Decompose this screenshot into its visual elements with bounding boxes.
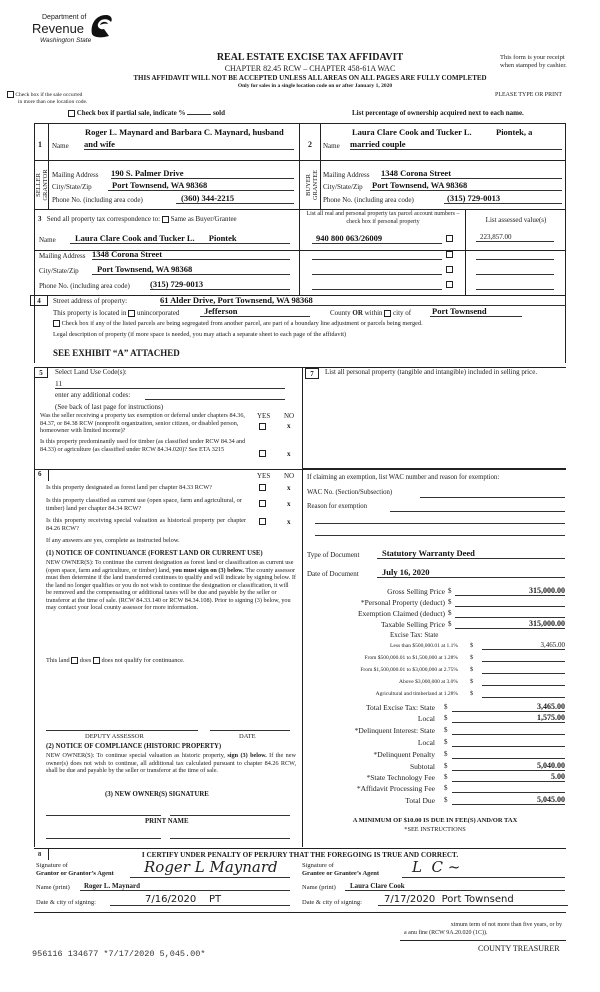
parcel-number-field-1[interactable]: 940 800 063/26009 bbox=[312, 233, 442, 244]
total-due-field[interactable]: 5,045.00 bbox=[452, 795, 565, 805]
grantor-sig-label-2: Grantor or Grantor’s Agent bbox=[36, 870, 114, 877]
seller-mailing-field[interactable]: 190 S. Palmer Drive bbox=[111, 168, 294, 179]
seller-side-label bbox=[35, 165, 49, 205]
designation-q3-yes-checkbox[interactable] bbox=[259, 518, 266, 525]
total-excise-state-label: Total Excise Tax: State bbox=[365, 703, 435, 712]
grantee-sig-label bbox=[302, 862, 379, 878]
property-section-number: 4 bbox=[30, 295, 48, 306]
buyer-name-line1b: Piontek, a bbox=[496, 127, 533, 137]
delinquent-interest-local-label: Local bbox=[417, 738, 435, 747]
assessor-date-label: DATE bbox=[239, 733, 256, 740]
land-use-code-field[interactable]: 11 bbox=[55, 379, 285, 389]
partial-sale-percent-field[interactable] bbox=[187, 114, 211, 115]
grantor-date-field[interactable]: 7/16/2020 PT bbox=[110, 894, 290, 906]
section6-top bbox=[34, 469, 566, 470]
grantor-name-field[interactable]: Roger L. Maynard bbox=[80, 882, 290, 891]
affidavit-processing-fee-field[interactable] bbox=[452, 784, 565, 793]
state-technology-fee-field[interactable]: 5.00 bbox=[452, 772, 565, 782]
subtotal-label: Subtotal bbox=[409, 762, 435, 771]
form-note: Only for sales in a single location code on or after January 1, 2020 bbox=[237, 83, 393, 89]
land-use-q1-no-mark[interactable]: x bbox=[287, 422, 291, 430]
exemption-top bbox=[302, 468, 566, 469]
exemption-deduct-field[interactable] bbox=[455, 609, 565, 618]
dor-logo bbox=[30, 12, 130, 52]
parcel-header: List all real and personal property tax parcel account numbers – check box if personal property bbox=[306, 211, 460, 225]
personal-property-checkbox-1[interactable] bbox=[446, 235, 453, 242]
lower-left-border bbox=[34, 367, 35, 847]
buyer-name-field[interactable]: married couple bbox=[350, 139, 562, 150]
exemption-deduct-label: Exemption Claimed (deduct) bbox=[357, 609, 445, 618]
segregated-row bbox=[53, 320, 573, 327]
currency-1: $ bbox=[448, 587, 452, 595]
gross-selling-price-label: Gross Selling Price bbox=[387, 587, 445, 596]
excise-tax-state-label: Excise Tax: State bbox=[390, 631, 439, 639]
correspondence-mailing-label: Mailing Address bbox=[39, 252, 86, 260]
receipt-note-line1: This form is your receipt bbox=[500, 54, 565, 61]
notice-compliance-bold: sign (3) below. bbox=[227, 752, 267, 759]
ownership-note: List percentage of ownership acquired next to each name. bbox=[352, 109, 524, 117]
land-use-question-1: Was the seller receiving a property tax exemption or deferral under chapters 84.36, 84.37, or 84.38 RCW (nonprofit organization, senior citizen, or disabled person, homeowner with limited income)? bbox=[40, 412, 245, 434]
buyer-num-divider bbox=[320, 123, 321, 209]
assessed-value-field-1[interactable]: 223,857.00 bbox=[476, 233, 554, 242]
assessed-value-field-3[interactable] bbox=[476, 265, 554, 275]
personal-property-section-number: 7 bbox=[305, 368, 319, 379]
tier-2-currency: $ bbox=[470, 654, 474, 661]
logo-swirl-icon bbox=[88, 12, 114, 38]
correspondence-city-label: City/State/Zip bbox=[39, 267, 79, 275]
tier-2-label: From $500,000.01 to $1,500,000 at 1.28% bbox=[364, 655, 458, 661]
tier-1-currency: $ bbox=[470, 642, 474, 649]
legal-description-value: SEE EXHIBIT “A” ATTACHED bbox=[53, 348, 180, 358]
delinquent-penalty-field[interactable] bbox=[452, 750, 565, 759]
tier-1-label: Less than $500,000.01 at 1.1% bbox=[390, 643, 458, 649]
wac-field[interactable] bbox=[420, 490, 565, 498]
section8-bottom bbox=[34, 912, 566, 913]
land-use-yes-header: YES bbox=[257, 412, 271, 420]
assessor-date-line[interactable] bbox=[210, 730, 290, 731]
notice-compliance-body bbox=[46, 752, 296, 775]
print-name-label: PRINT NAME bbox=[145, 818, 189, 825]
multi-location-checkbox-row bbox=[7, 91, 87, 106]
certification-section-number: 8 bbox=[38, 851, 42, 858]
designation-no-header: NO bbox=[284, 472, 295, 480]
property-street-label: Street address of property: bbox=[53, 297, 128, 305]
logo-state-text: Washington State bbox=[40, 37, 92, 44]
seller-name-line1: Roger L. Maynard and Barbara C. Maynard, husband bbox=[85, 127, 284, 137]
designation-question-1: Is this property designated as forest land per chapter 84.33 RCW? bbox=[46, 484, 212, 491]
currency-4: $ bbox=[448, 620, 452, 628]
designation-q3-no-mark[interactable]: x bbox=[287, 518, 291, 526]
total-due-currency: $ bbox=[444, 796, 448, 804]
total-excise-local-field[interactable]: 1,575.00 bbox=[452, 713, 565, 723]
sec3-center-divider bbox=[299, 209, 300, 295]
grantee-name-label: Name (print) bbox=[302, 884, 336, 891]
does-qualify-checkbox[interactable] bbox=[71, 657, 78, 664]
deputy-assessor-line[interactable] bbox=[46, 730, 198, 731]
new-owner-signature-line-1[interactable] bbox=[46, 815, 161, 816]
grantee-date-label: Date & city of signing: bbox=[302, 899, 362, 906]
tier-3-label: From $1,500,000.01 to $3,000,000 at 2.75% bbox=[360, 667, 458, 673]
personal-property-checkbox-2[interactable] bbox=[446, 251, 453, 258]
tier-3-currency: $ bbox=[470, 666, 474, 673]
state-technology-fee-currency: $ bbox=[444, 773, 448, 781]
tier-3-field[interactable] bbox=[482, 666, 565, 674]
new-owner-signature-line-2[interactable] bbox=[170, 815, 290, 816]
sec3-parcel-divider bbox=[465, 209, 466, 295]
notice-continuance-body-a: NEW OWNER(S): To continue the current designation as forest land or classification as current use (open space, farm and agriculture, or timber) land, bbox=[46, 559, 294, 574]
additional-codes-label: enter any additional codes: bbox=[55, 391, 131, 399]
delinquent-interest-local-field[interactable] bbox=[452, 738, 565, 747]
buyer-name-label: Name bbox=[323, 142, 340, 150]
form-warning: THIS AFFIDAVIT WILL NOT BE ACCEPTED UNLESS ALL AREAS ON ALL PAGES ARE FULLY COMPLETED bbox=[133, 74, 487, 82]
exemption-reason-line-2[interactable] bbox=[315, 516, 565, 524]
subtotal-currency: $ bbox=[444, 762, 448, 770]
designation-q2-yes-checkbox[interactable] bbox=[259, 500, 266, 507]
seller-city-field[interactable]: Port Townsend, WA 98368 bbox=[108, 180, 294, 191]
tier-5-label: Agricultural and timberland at 1.28% bbox=[375, 691, 458, 697]
tier-2-field[interactable] bbox=[482, 654, 565, 662]
correspondence-name-field[interactable] bbox=[70, 233, 290, 244]
subtotal-field[interactable]: 5,040.00 bbox=[452, 761, 565, 771]
tier-1-field[interactable]: 3,465.00 bbox=[482, 641, 565, 650]
partial-sale-label: Check box if partial sale, indicate % bbox=[76, 109, 186, 117]
new-owner-signature-title: (3) NEW OWNER(S) SIGNATURE bbox=[105, 791, 209, 798]
logo-dept-text: Department of bbox=[42, 14, 87, 21]
partial-sale-sold-label: sold bbox=[212, 109, 226, 117]
buyer-side-label-1: BUYER bbox=[305, 173, 312, 197]
land-use-q2-no-mark[interactable]: x bbox=[287, 450, 291, 458]
county-treasurer-label: COUNTY TREASURER bbox=[478, 944, 560, 953]
buyer-name-line1: Laura Clare Cook and Tucker L. bbox=[352, 127, 472, 137]
property-street-field[interactable]: 61 Alder Drive, Port Townsend, WA 98368 bbox=[160, 295, 566, 306]
exemption-label: If claiming an exemption, list WAC number and reason for exemption: bbox=[307, 474, 500, 481]
designation-q1-no-mark[interactable]: x bbox=[287, 484, 291, 492]
land-use-instructions: (See back of last page for instructions) bbox=[55, 403, 164, 411]
penalty-note bbox=[390, 921, 562, 937]
penalty-underline bbox=[400, 940, 566, 941]
buyer-side-label-2: GRANTEE bbox=[312, 169, 319, 201]
document-date-field[interactable]: July 16, 2020 bbox=[377, 567, 565, 578]
see-instructions-note: *SEE INSTRUCTIONS bbox=[404, 826, 466, 833]
receipt-note-line2: when stamped by cashier. bbox=[500, 62, 567, 69]
county-or-within-row bbox=[330, 309, 411, 317]
parcel-number-field-3[interactable] bbox=[312, 265, 442, 275]
designation-section-number: 6 bbox=[38, 470, 42, 478]
tier-4-field[interactable] bbox=[482, 678, 565, 686]
located-in-label: This property is located in bbox=[53, 309, 127, 317]
within-label: within bbox=[364, 309, 383, 317]
cashier-receipt-stamp: 956116 134677 *7/17/2020 5,045.00* bbox=[32, 949, 206, 959]
assessed-value-header: List assessed value(s) bbox=[485, 216, 547, 224]
unincorporated-label: unincorporated bbox=[136, 309, 180, 317]
land-use-section-number: 5 bbox=[34, 367, 48, 378]
grantor-date-label: Date & city of signing: bbox=[36, 899, 96, 906]
taxable-selling-price-label: Taxable Selling Price bbox=[380, 620, 445, 629]
tier-5-field[interactable] bbox=[482, 690, 565, 698]
grantor-sig-label-1: Signature of bbox=[36, 862, 68, 869]
delinquent-penalty-label: *Delinquent Penalty bbox=[373, 750, 435, 759]
buyer-phone-field[interactable]: (315) 729-0013 bbox=[444, 193, 562, 204]
tier-4-currency: $ bbox=[470, 678, 474, 685]
grantee-date-field[interactable]: 7/17/2020 Port Townsend bbox=[378, 894, 568, 906]
land-use-q1-yes-checkbox[interactable] bbox=[259, 423, 266, 430]
or-label: OR bbox=[352, 309, 363, 317]
buyer-section-number: 2 bbox=[308, 140, 312, 149]
deputy-assessor-label: DEPUTY ASSESSOR bbox=[85, 733, 144, 740]
unincorporated-checkbox[interactable] bbox=[128, 310, 135, 317]
personal-property-checkbox-3[interactable] bbox=[446, 266, 453, 273]
seller-city-label: City/State/Zip bbox=[52, 183, 92, 191]
correspondence-phone-field[interactable]: (315) 729-0013 bbox=[150, 279, 290, 290]
grantor-signature-field[interactable]: Roger L Maynard bbox=[130, 858, 290, 878]
penalty-note-line2: a anu fine (RCW 9A.20.020 (1C)). bbox=[404, 930, 488, 936]
minimum-due-note: A MINIMUM OF $10.00 IS DUE IN FEE(S) AND/OR TAX bbox=[352, 817, 518, 824]
print-name-line-2[interactable] bbox=[170, 838, 290, 839]
wac-label: WAC No. (Section/Subsection) bbox=[307, 489, 393, 496]
buyer-phone-label: Phone No. (including area code) bbox=[323, 196, 414, 204]
total-excise-state-field[interactable]: 3,465.00 bbox=[452, 702, 565, 712]
multi-location-label-2: in more than one location code. bbox=[18, 98, 88, 105]
total-excise-local-currency: $ bbox=[444, 714, 448, 722]
designation-q2-no-mark[interactable]: x bbox=[287, 500, 291, 508]
designation-q1-yes-checkbox[interactable] bbox=[259, 484, 266, 491]
buyer-side-label bbox=[305, 165, 319, 205]
notice-compliance-title: (2) NOTICE OF COMPLIANCE (HISTORIC PROPERTY) bbox=[46, 743, 222, 750]
seller-name-label: Name bbox=[52, 142, 69, 150]
currency-2: $ bbox=[448, 598, 452, 606]
buyer-mailing-field[interactable]: 1348 Corona Street bbox=[381, 168, 562, 179]
tier-5-currency: $ bbox=[470, 690, 474, 697]
land-use-q2-yes-checkbox[interactable] bbox=[259, 450, 266, 457]
seller-side-label-1: SELLER bbox=[35, 173, 42, 197]
partial-sale-checkbox[interactable] bbox=[68, 110, 75, 117]
designation-if-yes: If any answers are yes, complete as instructed below. bbox=[46, 537, 180, 544]
document-type-field[interactable]: Statutory Warranty Deed bbox=[377, 548, 565, 559]
section6-num-divider bbox=[48, 469, 49, 481]
seller-section-number: 1 bbox=[38, 140, 42, 149]
gross-selling-price-field[interactable]: 315,000.00 bbox=[455, 586, 565, 596]
buyer-city-field[interactable]: Port Townsend, WA 98368 bbox=[370, 180, 562, 191]
grantor-sig-label bbox=[36, 862, 114, 878]
additional-codes-field[interactable] bbox=[145, 391, 285, 400]
personal-property-checkbox-4[interactable] bbox=[446, 281, 453, 288]
correspondence-row bbox=[38, 215, 237, 223]
city-checkbox[interactable] bbox=[384, 310, 391, 317]
same-as-buyer-checkbox[interactable] bbox=[162, 216, 169, 223]
state-technology-fee-label: *State Technology Fee bbox=[366, 773, 435, 782]
correspondence-name-value-b: Piontek bbox=[208, 233, 237, 243]
currency-3: $ bbox=[448, 609, 452, 617]
personal-property-deduct-field[interactable] bbox=[455, 598, 565, 607]
correspondence-name-label: Name bbox=[39, 236, 56, 244]
correspondence-mailing-field[interactable]: 1348 Corona Street bbox=[92, 249, 290, 260]
type-or-print: PLEASE TYPE OR PRINT bbox=[495, 92, 563, 98]
correspondence-section-number: 3 bbox=[38, 215, 42, 223]
grantor-name-label: Name (print) bbox=[36, 884, 70, 891]
correspondence-city-field[interactable]: Port Townsend, WA 98368 bbox=[92, 264, 290, 275]
notice-continuance-body-b: The county assessor must then determine if the land transferred continues to qualify and will indicate by signing below. If the land no longer qualifies or you do not wish to continue the designation or classification, it will be removed and the compensating or additional taxes will be due and payable by the seller or transferor at the time of sale. (RCW 84.33.140 or RCW 84.34.108). Prior to signing (3) below, you may contact your local county assessor for more information. bbox=[46, 566, 296, 611]
grantee-name-field[interactable]: Laura Clare Cook bbox=[345, 882, 565, 891]
multi-location-label: Check box if the sale occurred bbox=[15, 91, 83, 98]
delinquent-penalty-currency: $ bbox=[444, 750, 448, 758]
notice-compliance-body-b: If the new owner(s) does not wish to continue, all additional tax calculated pursuant to chapter 84.26 RCW, shall be due and payable by the seller or transferor at the time of sale. bbox=[46, 752, 296, 774]
parcel-number-field-2[interactable] bbox=[312, 250, 442, 260]
notice-compliance-body-a: NEW OWNER(S): To continue special valuation as historic property, bbox=[46, 752, 225, 759]
designation-yes-header: YES bbox=[257, 472, 271, 480]
total-excise-state-currency: $ bbox=[444, 703, 448, 711]
county-field[interactable]: Jefferson bbox=[200, 306, 310, 317]
notice-continuance-title: (1) NOTICE OF CONTINUANCE (FOREST LAND OR CURRENT USE) bbox=[46, 550, 263, 557]
total-due-label: Total Due bbox=[405, 796, 435, 805]
city-field[interactable]: Port Townsend bbox=[430, 306, 522, 317]
affidavit-processing-fee-currency: $ bbox=[444, 784, 448, 792]
land-use-label: Select Land Use Code(s): bbox=[55, 368, 127, 376]
receipt-note bbox=[500, 54, 567, 70]
exemption-reason-label: Reason for exemption bbox=[307, 503, 368, 510]
this-land-label: This land bbox=[46, 657, 70, 664]
delinquent-interest-local-currency: $ bbox=[444, 738, 448, 746]
grantee-sig-label-2: Grantee or Grantee’s Agent bbox=[302, 870, 380, 877]
penalty-note-line1: ximum term of not more than five years, or by bbox=[450, 922, 562, 928]
same-as-buyer-label: Same as Buyer/Grantee bbox=[170, 215, 237, 223]
qualify-row bbox=[46, 657, 185, 664]
correspondence-name-value: Laura Clare Cook and Tucker L. bbox=[75, 233, 195, 243]
document-type-label: Type of Document bbox=[307, 551, 360, 559]
seller-side-label-2: GRANTOR bbox=[42, 169, 49, 201]
county-label: County bbox=[330, 309, 351, 317]
assessed-value-field-4[interactable] bbox=[476, 280, 554, 290]
affidavit-processing-fee-label: *Affidavit Processing Fee bbox=[356, 784, 435, 793]
legal-description-label: Legal description of property (if more space is needed, you may attach a separate sheet to each page of the affidavit) bbox=[53, 331, 347, 338]
does-label: does bbox=[79, 657, 92, 664]
correspondence-label: Send all property tax correspondence to: bbox=[46, 215, 161, 223]
delinquent-interest-state-currency: $ bbox=[444, 726, 448, 734]
print-name-line-1[interactable] bbox=[46, 838, 161, 839]
correspondence-phone-label: Phone No. (including area code) bbox=[39, 282, 130, 290]
form-title: REAL ESTATE EXCISE TAX AFFIDAVIT bbox=[216, 52, 404, 63]
seller-phone-label: Phone No. (including area code) bbox=[52, 196, 143, 204]
delinquent-interest-state-label: *Delinquent Interest: State bbox=[354, 726, 435, 735]
section8-top bbox=[34, 848, 566, 849]
taxable-selling-price-field[interactable]: 315,000.00 bbox=[455, 619, 565, 629]
personal-property-label: List all personal property (tangible and intangible) included in selling price. bbox=[325, 368, 538, 376]
multi-location-checkbox[interactable] bbox=[7, 91, 14, 98]
designation-question-3: Is this property receiving special valuation as historical property per chapter 84.26 RCW? bbox=[46, 517, 246, 532]
total-excise-local-label: Local bbox=[417, 714, 435, 723]
does-not-qualify-checkbox[interactable] bbox=[93, 657, 100, 664]
segregated-label: Check box if any of the listed parcels are being segregated from another parcel, are part of a boundary line adjustment or parcels being merged. bbox=[61, 320, 423, 327]
document-date-label: Date of Document bbox=[307, 570, 359, 578]
seller-name-bottom bbox=[34, 160, 566, 161]
parcel-number-field-4[interactable] bbox=[312, 280, 442, 290]
land-use-no-header: NO bbox=[284, 412, 295, 420]
party-bottom bbox=[34, 209, 566, 210]
designation-question-2: Is this property classified as current use (open space, farm and agricultural, or timber) land per chapter 84.34 RCW? bbox=[46, 497, 242, 512]
grantee-sig-label-1: Signature of bbox=[302, 862, 334, 869]
partial-sale-row bbox=[68, 109, 225, 117]
certification-statement: I CERTIFY UNDER PENALTY OF PERJURY THAT THE FOREGOING IS TRUE AND CORRECT. bbox=[141, 851, 459, 859]
delinquent-interest-state-field[interactable] bbox=[452, 726, 565, 735]
section8-num-divider bbox=[48, 848, 49, 860]
exemption-reason-line-3[interactable] bbox=[315, 528, 565, 536]
land-use-question-2: Is this property predominantly used for timber (as classified under RCW 84.34 and 84.33) or agriculture (as classified under RCW 84.34.020)? See ETA 3215 bbox=[40, 438, 246, 453]
notice-continuance-body bbox=[46, 559, 296, 612]
seller-phone-field[interactable]: (360) 344-2215 bbox=[176, 193, 294, 204]
logo-revenue-text: Revenue bbox=[32, 21, 85, 36]
does-not-label: does not qualify for continuance. bbox=[101, 657, 185, 664]
buyer-mailing-label: Mailing Address bbox=[323, 171, 370, 179]
seller-name-field[interactable]: and wife bbox=[84, 139, 294, 150]
form-subtitle: CHAPTER 82.45 RCW – CHAPTER 458-61A WAC bbox=[224, 64, 396, 73]
city-of-label: city of bbox=[393, 309, 412, 317]
seller-mailing-label: Mailing Address bbox=[52, 171, 99, 179]
exemption-reason-field[interactable] bbox=[390, 504, 565, 512]
personal-property-deduct-label: *Personal Property (deduct) bbox=[360, 598, 445, 607]
notice-continuance-bold: you must sign on (3) below. bbox=[172, 566, 244, 574]
segregated-checkbox[interactable] bbox=[53, 320, 60, 327]
buyer-city-label: City/State/Zip bbox=[323, 183, 363, 191]
tier-4-label: Above $3,000,000 at 3.0% bbox=[399, 679, 458, 685]
grantee-signature-field[interactable]: L C ~ bbox=[402, 858, 565, 878]
assessed-value-field-2[interactable] bbox=[476, 250, 554, 260]
